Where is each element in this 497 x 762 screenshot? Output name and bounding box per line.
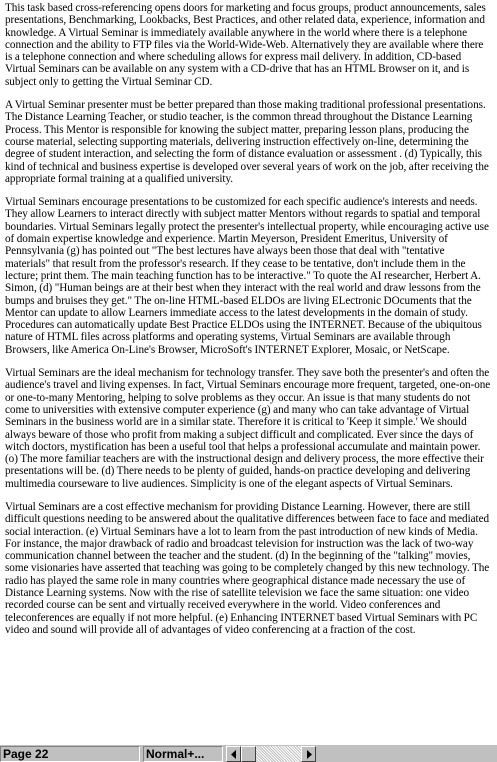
scroll-left-icon — [230, 750, 238, 759]
paragraph-2: A Virtual Seminar presenter must be better prepared than those making traditional professional presentations. The Distance Learning Teacher, or studio teacher, is the common thread throughout the Distance Learning Process. This Mentor is responsible for knowing the subject matter, preparing lesson plans, producing the course material, selecting supporting materials, delivering instruction effectively on-line, determining the degree of student interaction, and selecting the form of distance evaluation or assessment . (d) Typically, this kind of technical and business expertise is developed over several years of work on the job, after receiving the appropriate formal training at a qualified university. — [5, 99, 489, 185]
scroll-left-button[interactable] — [226, 746, 241, 762]
page-indicator[interactable]: Page 22 — [0, 746, 140, 762]
status-bar — [0, 744, 497, 762]
paragraph-3: Virtual Seminars encourage presentations to be customized for each specific audience's interests and needs. They allow Learners to interact directly with subject matter Mentors without regards to spatial and temporal boundaries. Virtual Seminars legally protect the presenter's intellectual property, while encouraging active use of domain expertise knowledge and experience. Martin Meyerson, President Emeritus, University of Pennsylvania (g) has pointed out "The best lectures have always been those that deal with "tentative materials" that result from the professor's research. If they cease to be tentative, don't include them in the lecture; print them. The main teaching function has to be interactive." To quote the AI researcher, Herbert A. Simon, (d) "Human beings are at their best when they interact with the real world and draw lessons from the bumps and bruises they get." The on-line HTML-based ELDOs are living ELectronic DOcuments that the Mentor can update to allow Learners immediate access to the latest developments in the domain of study. Procedures can automatically update Best Practice ELDOs using the INTERNET. Because of the ubiquitous nature of HTML files across platforms and operating systems, Virtual Seminars are available through Browsers, like America On-Line's Browser, MicroSoft's INTERNET Explorer, Mosaic, or NetScape. — [5, 196, 489, 356]
paragraph-4: Virtual Seminars are the ideal mechanism for technology transfer. They save both the presenter's and often the audience's travel and living expenses. In fact, Virtual Seminars encourage more frequent, targeted, one-on-one or one-to-many Mentoring, helping to solve problems as they occur. An issue is that many students do not come to universities with extensive computer experience (g) and many who can take advantage of Virtual Seminars in the business world are in a similar state. Therefore it is critical to 'Keep it simple.' We should always beware of those who profit from making a subject difficult and complicated. Ever since the days of witch doctors, mystification has been a useful tool that helps a professional accumulate and maintain power. (o) The more familiar teachers are with the instructional design and delivery process, the more effective their presentations will be. (d) There needs to be plenty of guided, hands-on practice developing and delivering multimedia courseware to live audiences. Simplicity is one of the elegant aspects of Virtual Seminars. — [5, 367, 491, 490]
scroll-right-icon — [305, 750, 313, 759]
paragraph-5: Virtual Seminars are a cost effective mechanism for providing Distance Learning. However, there are still difficult questions needing to be answered about the qualitative differences between face to face and mediated social interaction. (e) Virtual Seminars have a lot to learn from the past introduction of new kinds of Media. For instance, the major drawback of radio and broadcast television for instruction was the lack of two-way communication channel between the teacher and the student. (d) In the beginning of the "talking" movies, some visionaries have asserted that teaching was going to be completely changed by this new technology. The radio has played the same role in many countries where geographical distance made necessary the use of Distance Learning systems. Now with the rise of satellite television we face the same situation: one video recorded course can be sent and virtually received everywhere in the world. Video conferences and teleconferences are equally if not more helpful. (e) Enhancing INTERNET based Virtual Seminars with PC video and sound will provide all of advantages of video conferencing at a fraction of the cost. — [5, 500, 490, 636]
scroll-track[interactable] — [241, 746, 301, 762]
scroll-right-button[interactable] — [301, 746, 316, 762]
style-indicator[interactable]: Normal+... — [143, 746, 223, 762]
horizontal-scrollbar[interactable] — [226, 746, 316, 762]
paragraph-1: This task based cross-referencing opens doors for marketing and focus groups, product announcements, sales presentations, Benchmarking, Lookbacks, Best Practices, and other related data, experience, information and knowledge. A Virtual Seminar is immediately available anywhere in the world where there is a telephone connection and the ability to FTP files via the World-Wide-Web. Alternatively they are available where there is a telephone connection and where scheduling allows for express mail delivery. In addition, CD-based Virtual Seminars can be available on any system with a CD-drive that has an HTML Browser on it, and is subject only to getting the Virtual Seminar CD. — [5, 2, 486, 88]
scroll-thumb[interactable] — [241, 746, 256, 762]
